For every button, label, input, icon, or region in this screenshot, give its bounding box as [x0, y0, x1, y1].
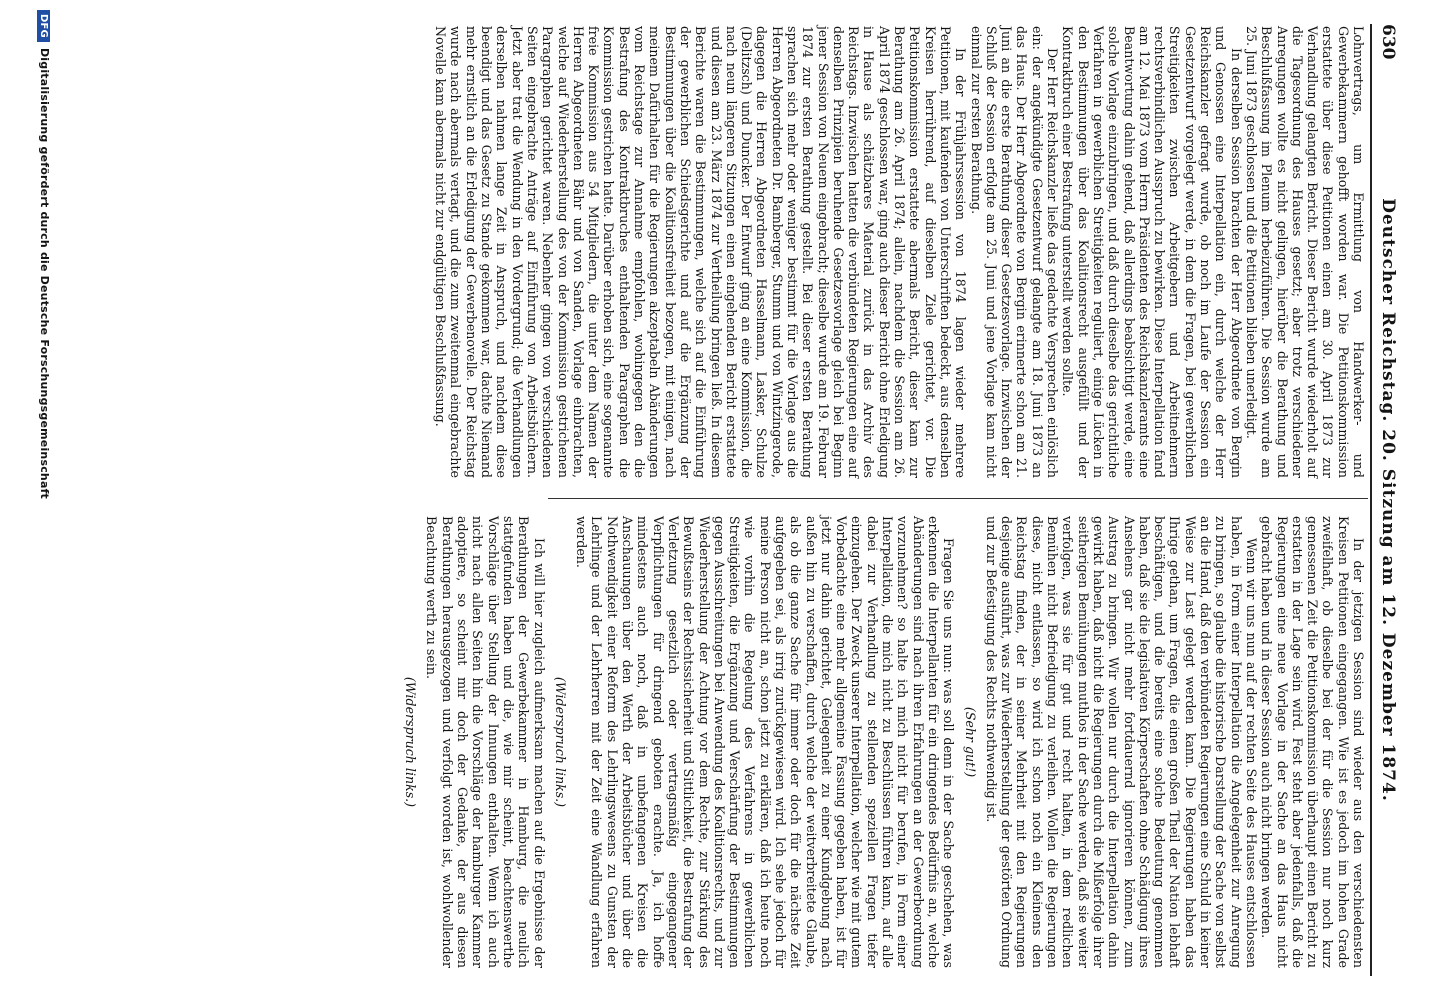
digitization-footer [37, 10, 51, 990]
dfg-logo: DFG [37, 10, 50, 42]
rotated-page-content [26, 10, 1406, 990]
column-divider [548, 498, 1368, 499]
page-title: Deutscher Reichstag. 20. Sitzung am 12. Dezember 1874. [1378, 198, 1398, 802]
paragraph: In der Frühjahrssession von 1874 lagen wieder mehrere Petitionen, mit kaufenden von Unterschriften bedeckt, aus denselben Kreisen herrührend, auf dieselben Ziele gerichtet, vor. Die Petitionskommission erstattete abermals Bericht, dieser kam zur Berathung am 26. April 1874; allein, nachdem die Session am 26. April 1874 geschlossen war, ging auch dieser Bericht ohne Erledigung in Hause als schätzbares Material zurück in das Archiv des Reichstags. Inzwischen hatten die verbündeten Regierungen eine auf denselben Prinzipien beruhende Gesetzesvorlage gleich bei Beginn jener Session von Neuem eingebracht; dieselbe wurde am 19. Februar 1874 zur ersten Berathung gestellt. Bei dieser ersten Berathung sprachen sich mehr oder weniger bestimmt für die Vorlage aus die Herren Abgeordneten Dr. Bamberger, Stumm und von Wintzingerode, dagegen die Herren Abgeordneten Hasselmann, Lasker, Schulze (Delitzsch) und Duncker. Der Entwurf ging an eine Kommission, die nach neun längeren Sitzungen einen eingehenden Bericht erstattete und diesen am 23. März 1874 zur Vertheilung bringen ließ. In diesem Berichte waren die Bestimmungen, welche sich auf die Einführung der gewerblichen Schiedsgerichte und auf die Ergänzung der Bestimmungen über die Koalitionsfreiheit bezogen, mit einigen, nach meinem Dafürhalten für die Regierungen akzeptabeln Abänderungen vom Reichstage zur Annahme empfohlen, wohingegen den die Bestrafung des Kontraktbruches enthaltenden Paragraphen die Kommission gestrichen hatte. Darüber erhoben sich, eine sogenannte freie Kommission aus 54 Mitgliedern, die unter dem Namen der Herren Abgeordneten Bähr und von Sanden, Vorlage einbrachten, welche auf Wiederherstellung des von der Kommission gestrichenen Paragraphen gerichtet waren. Nebenher gingen von verschiedenen Seiten eingebrachte Anträge auf Einführung von Arbeitsbüchern. Jetzt aber trat die Wendung in den Vordergrund; die Verhandlungen derselben nahmen lange Zeit in Anspruch, und nachdem diese beendigt und das Gesetz zu Stande gekommen war, dachte Niemand mehr ernstlich an die Erledigung der Gewerbenovelle. Der Reichstag wurde nach abermals vertagt, und die zum zweitenmal eingebrachte Novelle kam abermals nicht zur endgültigen Beschlußfassung. [433, 26, 969, 478]
footer-text: Digitalisierung gefördert durch die Deutsche Forschungsgemeinschaft [38, 47, 51, 500]
page-number: 630 [1378, 24, 1398, 60]
interjection: (Widerspruch links.) [403, 676, 419, 808]
interjection: (Sehr gut!) [962, 706, 978, 778]
paragraph: Fragen Sie uns nun: was soll denn in der Sache geschehen, was erkennen die Interpellanten für ein dringendes Bedürfnis an, welche Abänderungen sind nach ihren Erfahrungen an der Gewerbeordnung vorzunehmen? so halte ich mich nicht für berufen, in Form einer Interpellation, die mich nicht zu Beschlüssen führen kann, auf alle dabei zur Verhandlung zu stellenden speziellen Fragen tiefer einzugehen. Der Zweck unserer Interpellation, welcher wie mit gutem Vorbedachte eine mehr allgemeine Fassung gegeben haben, ist für jetzt nur dahin gerichtet, Gelegenheit zu einer Kundgebung nach außen hin zu verschaffen, durch welche der weitverbreitete Glaube, als ob die ganze Sache für immer oder doch für die nächste Zeit aufgegeben sei, als irrig zurückgewiesen wird. Ich sehe jedoch für meine Person nicht an, schon jetzt zu erklären, daß ich heute noch wie vorhin die Regelung des Verfahrens in gewerblichen Streitigkeiten, die Ergänzung und Verschärfung der Bestimmungen gegen Ausschreitungen bei Anwendung des Koalitionsrechts, und zur Wiederherstellung der Achtung vor dem Rechte, zur Stärkung des Bewußtseins der Rechtssicherheit und Sittlichkeit, die Bestrafung der Verletzung gesetzlich oder vertragsmäßig eingegangener Verpflichtungen für dringend geboten erachte. Ja, ich hoffe mindestens auch noch, daß in unbefangenen Kreisen die Anschauungen über den Werth der Arbeitsbücher und über die Nothwendigkeit einer Reform des Lehrlingswesens zu Gunsten der Lehrlinge und der Lehrherren mit der Zeit eine Wandlung erfahren werden. [574, 516, 957, 968]
paragraph: In derselben Session brachten der Herr Abgeordnete von Bergin und Genossen eine Interpellation ein, durch welche der Herr Reichskanzler gefragt wurde, ob noch im Laufe der Session ein Gesetzentwurf vorgelegt werde, in dem die Fragen, bei gewerblichen Streitigkeiten zwischen Arbeitgebern und Arbeitnehmern rechtsverbindlichen Ausspruch zu bewirken. Diese Interpellation fand am 12. Mai 1873 vom Herrn Präsidenten des Reichskanzleramts eine Beantwortung dahin gehend, daß allerdings beabsichtigt werde, eine solche Vorlage einzubringen, und daß durch dieselbe das gerichtliche Verfahren in gewerblichen Streitigkeiten reguliert, einige Lücken in den Bestimmungen über das Koalitionsrecht ausgefüllt und der Kontraktbruch einer Bestrafung unterstellt werden sollte. [1060, 26, 1244, 478]
interjection: (Widerspruch links.) [552, 676, 568, 808]
paragraph: Wenn wir uns nun auf der rechten Seite des Hauses entschlossen haben, in Form einer Interpellation die Angelegenheit zur Anregung zu bringen, so glaube die historische Darstellung der Sache von selbst an die Hand, daß den verbündeten Regierungen eine Schuld in keiner Weise zur Last gelegt werden kann. Die Regierungen haben das Ihrige gethan, um Fragen, die einen großen Theil der Nation lebhaft beschäftigen, und die bereits eine solche Bedeutung genommen haben, daß sie die legislativen Körperschaften ohne Schädigung ihres Ansehens gar nicht mehr fortdauernd ignorieren können, zum Austrag zu bringen. Wir wollen nur durch die Interpellation dahin gewirkt haben, daß nicht die Regierungen durch die Mißerfolge ihrer seitherigen Bemühungen muthlos in der Sache werden, daß sie weiter verfolgen, was sie für gut und recht halten, in dem redlichen Bemühen nicht Befriedigung zu verleihen. Wollen die Regierungen diese, nicht entlassen, so wird ich schon noch ein Kleinens den Reichstag finden, der in seiner Mehrheit mit den Regierungen desjenige ausführt, was zur Wiederherstellung der gestörten Ordnung und zur Befestigung des Rechts nothwendig ist. [983, 516, 1259, 968]
header-rule [1370, 24, 1372, 976]
left-column [433, 26, 1366, 478]
page-header [1372, 24, 1398, 976]
paragraph: In der jetzigen Session sind wieder aus den verschiedensten Kreisen Petitionen eingegangen. Wie ist es jedoch im hohen Grade zweifelhaft, ob dieselbe bei der für die Session nur noch kurz gemessenen Zeit die Petitionskommission überhaupt einen Bericht zu erstatten in der Lage sein wird. Fest steht aber jedenfalls, daß die Regierungen eine neue Vorlage in der Sache an das Haus nicht gebracht haben und in dieser Session auch nicht bringen werden. [1259, 516, 1366, 968]
right-column [397, 516, 1366, 968]
paragraph: Lohnvertrags, um Ermittlung von Handwerker- und Gewerbekammern gehofft worden war. Die Petitionskommission erstattete über diese Petitionen einen am 30. April 1873 zur Verhandlung gelangten Bericht. Dieser Bericht wurde wiederholt auf die Tagesordnung des Hauses gesetzt; aber trotz verschiedener Anregungen wollte es nicht gelingen, hierüber die Berathung und Beschlußfassung im Plenum herbeizuführen. Die Session wurde am 25. Juni 1873 geschlossen und die Petitionen blieben unerledigt. [1243, 26, 1366, 478]
paragraph: Ich will hier zugleich aufmerksam machen auf die Ergebnisse der Berathungen der Gewerbekammer in Hamburg, die neulich stattgefunden haben und die, wie mir scheint, beachtenswerthe Vorschläge über Stellung der Innungen enthalten. Wenn ich auch nicht nach allen Seiten hin die Vorschläge der hamburger Kammer adoptiere, so scheint mir doch der Gedanke, der aus diesen Berathungen herausgezogen und verfolgt worden ist, wohlwollender Beachtung werth zu sein. [424, 516, 547, 968]
paragraph: Der Herr Reichskanzler ließe das gedachte Versprechen einlöslich ein: der angekündigte Gesetzentwurf gelangte am 18. Juni 1873 an das Haus. Der Herr Abgeordnete von Bergin erinnerte schon am 21. Juni an die erste Berathung dieser Gesetzesvorlage. Inzwischen der Schluß der Session erfolgte am 25. Juni und jene Vorlage kam nicht einmal zur ersten Berathung. [968, 26, 1061, 478]
